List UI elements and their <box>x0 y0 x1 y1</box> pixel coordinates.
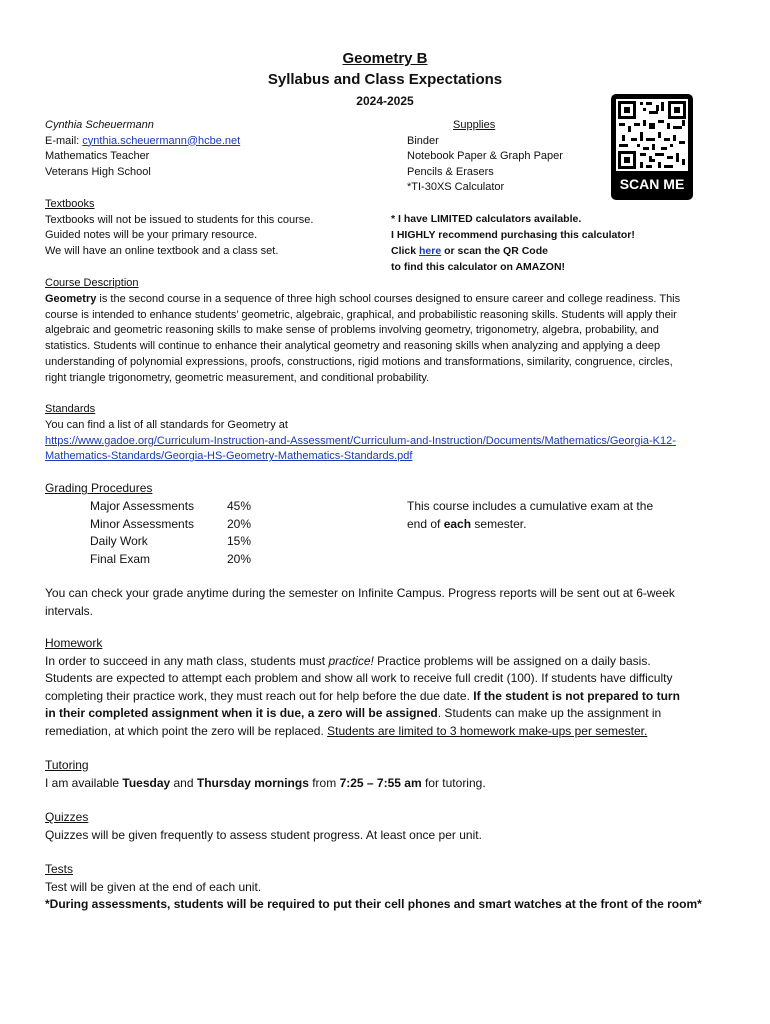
final-exam-note-emphasis: each <box>443 516 472 531</box>
course-name: Geometry <box>45 292 97 305</box>
tutoring-time: 7:25 – 7:55 am <box>339 775 422 790</box>
tutoring-text: for tutoring. <box>421 775 486 790</box>
textbooks-line: Guided notes will be your primary resource. <box>45 229 258 241</box>
document-title: Geometry B <box>342 50 428 67</box>
standards-link[interactable]: Mathematics-Standards/Georgia-HS-Geometry-Mathematics-Standards.pdf <box>45 450 413 463</box>
homework-heading: Homework <box>45 636 103 650</box>
tutoring-text: I am available <box>45 775 123 790</box>
homework-emphasis: practice! <box>328 653 374 668</box>
final-exam-note-text: semester. <box>471 516 527 531</box>
grading-category: Daily Work <box>90 534 148 549</box>
supplies-heading: Supplies <box>453 119 496 131</box>
qr-scan-label: SCAN ME <box>619 176 685 192</box>
grading-table <box>90 498 251 568</box>
textbooks-heading: Textbooks <box>45 198 95 210</box>
homework-bold-text: in their completed assignment when it is due, a zero will be assigned <box>45 706 438 721</box>
grading-weight: 15% <box>227 534 252 549</box>
standards-heading: Standards <box>45 403 96 415</box>
supplies-list <box>407 118 563 196</box>
standards-intro: You can find a list of all standards for Geometry at <box>45 418 288 431</box>
supply-item: *TI-30XS Calculator <box>407 181 505 193</box>
grading-row <box>90 533 251 551</box>
tutoring-day: Thursday mornings <box>196 775 309 790</box>
calculator-note-line: to find this calculator on AMAZON! <box>391 261 566 273</box>
teacher-name: Cynthia Scheuermann <box>45 119 154 131</box>
homework-text: remediation, at which point the zero will be replaced. <box>45 723 328 738</box>
homework-section <box>45 635 725 741</box>
grading-category: Major Assessments <box>90 499 195 513</box>
supply-item: Notebook Paper & Graph Paper <box>407 150 563 162</box>
grading-row <box>90 551 251 569</box>
homework-line <box>45 688 725 706</box>
calculator-note-line <box>391 243 635 259</box>
course-description-line: right triangle trigonometry, geometric measurement, and conditional probability. <box>45 371 430 384</box>
teacher-email-link[interactable]: cynthia.scheuermann@hcbe.net <box>82 134 241 147</box>
calculator-note-text: or scan the QR Code <box>441 245 548 257</box>
grading-row <box>90 516 251 534</box>
standards-section <box>45 402 725 465</box>
grading-row <box>90 498 251 516</box>
homework-limit-note: Students are limited to 3 homework make-ups per semester. <box>327 723 648 738</box>
supply-item: Binder <box>407 134 439 147</box>
tutoring-section <box>45 757 725 792</box>
homework-text: completing their practice work, they must reach out for help before the due date. <box>45 688 474 703</box>
textbooks-section <box>45 197 313 259</box>
supply-item: Pencils & Erasers <box>407 165 494 178</box>
grading-weight: 45% <box>227 499 252 513</box>
tutoring-line <box>45 775 725 793</box>
tests-section <box>45 861 725 914</box>
tests-heading: Tests <box>45 862 74 876</box>
document-subtitle: Syllabus and Class Expectations <box>267 71 503 88</box>
course-description-line: statistics. Students will continue to enhance their analytical geometry and reasoning skills when analyzing and applying a deep <box>45 340 661 353</box>
tests-device-note: *During assessments, students will be required to put their cell phones and smart watches at the front of the room* <box>45 897 702 912</box>
tutoring-day: Tuesday <box>122 775 171 790</box>
course-description-line: algebraic and geometric reasoning skills to make sense of problems involving geometry, trigonometry, algebra, probability, and <box>45 324 659 337</box>
course-description-line: course is intended to enhance students’ geometric, algebraic, graphical, and probabilistic reasoning skills. Students will apply their <box>45 308 677 321</box>
textbooks-line: Textbooks will not be issued to students for this course. <box>45 213 314 226</box>
quizzes-text: Quizzes will be given frequently to assess student progress. At least once per unit. <box>45 827 482 842</box>
grading-weight: 20% <box>227 516 252 531</box>
final-exam-note-line: This course includes a cumulative exam at the <box>407 499 654 513</box>
calculator-amazon-link[interactable]: here <box>419 245 442 257</box>
tutoring-heading: Tutoring <box>45 758 89 772</box>
textbooks-line: We will have an online textbook and a class set. <box>45 244 279 257</box>
teacher-info <box>45 118 240 180</box>
grade-check-note <box>45 585 725 620</box>
homework-bold-text: If the student is not prepared to turn <box>473 688 680 703</box>
final-exam-note-line <box>407 516 653 534</box>
email-label: E-mail: <box>45 134 83 147</box>
course-description-section <box>45 276 725 387</box>
grade-check-line: You can check your grade anytime during the semester on Infinite Campus. Progress reports will be sent out at 6-week <box>45 586 675 600</box>
homework-text: Practice problems will be assigned on a daily basis. <box>373 653 651 668</box>
homework-text: In order to succeed in any math class, students must <box>45 653 329 668</box>
course-description-heading: Course Description <box>45 277 139 289</box>
teacher-school: Veterans High School <box>45 165 151 178</box>
grade-check-line: intervals. <box>45 603 94 618</box>
calculator-note <box>391 211 635 275</box>
grading-heading: Grading Procedures <box>45 481 153 495</box>
grading-category: Final Exam <box>90 551 151 566</box>
qr-code[interactable] <box>611 94 693 200</box>
qr-pattern-icon <box>616 99 688 171</box>
calculator-note-text: Click <box>391 245 420 257</box>
calculator-note-line: * I have LIMITED calculators available. <box>391 213 582 225</box>
tests-text: Test will be given at the end of each unit. <box>45 879 262 894</box>
homework-line <box>45 723 725 741</box>
school-year: 2024-2025 <box>356 94 414 108</box>
quizzes-heading: Quizzes <box>45 810 89 824</box>
grading-weight: 20% <box>227 551 252 566</box>
calculator-note-line: I HIGHLY recommend purchasing this calculator! <box>391 229 635 241</box>
homework-line: Students are expected to attempt each problem and show all work to receive full credit (100). If students have difficulty <box>45 671 673 686</box>
qr-code-pattern <box>616 99 688 171</box>
final-exam-note-text: end of <box>407 516 444 531</box>
course-description-text: is the second course in a sequence of three high school courses designed to ensure career and college readiness. This <box>96 292 681 305</box>
grading-category: Minor Assessments <box>90 516 195 531</box>
tutoring-text: and <box>170 775 197 790</box>
course-description-line <box>45 292 725 308</box>
standards-link[interactable]: https://www.gadoe.org/Curriculum-Instruction-and-Assessment/Curriculum-and-Instruction/Documents/Mathematics/Georgia-K12- <box>45 434 676 447</box>
homework-line <box>45 653 725 671</box>
homework-line <box>45 705 725 723</box>
course-description-line: understanding of polynomial expressions, proofs, constructions, rigid motions and transformations, similarity, congruence, circles, <box>45 355 673 368</box>
quizzes-section <box>45 809 725 844</box>
teacher-email-line <box>45 134 240 150</box>
tutoring-text: from <box>308 775 340 790</box>
teacher-role: Mathematics Teacher <box>45 150 150 162</box>
final-exam-note <box>407 498 653 533</box>
homework-text: . Students can make up the assignment in <box>437 706 662 721</box>
